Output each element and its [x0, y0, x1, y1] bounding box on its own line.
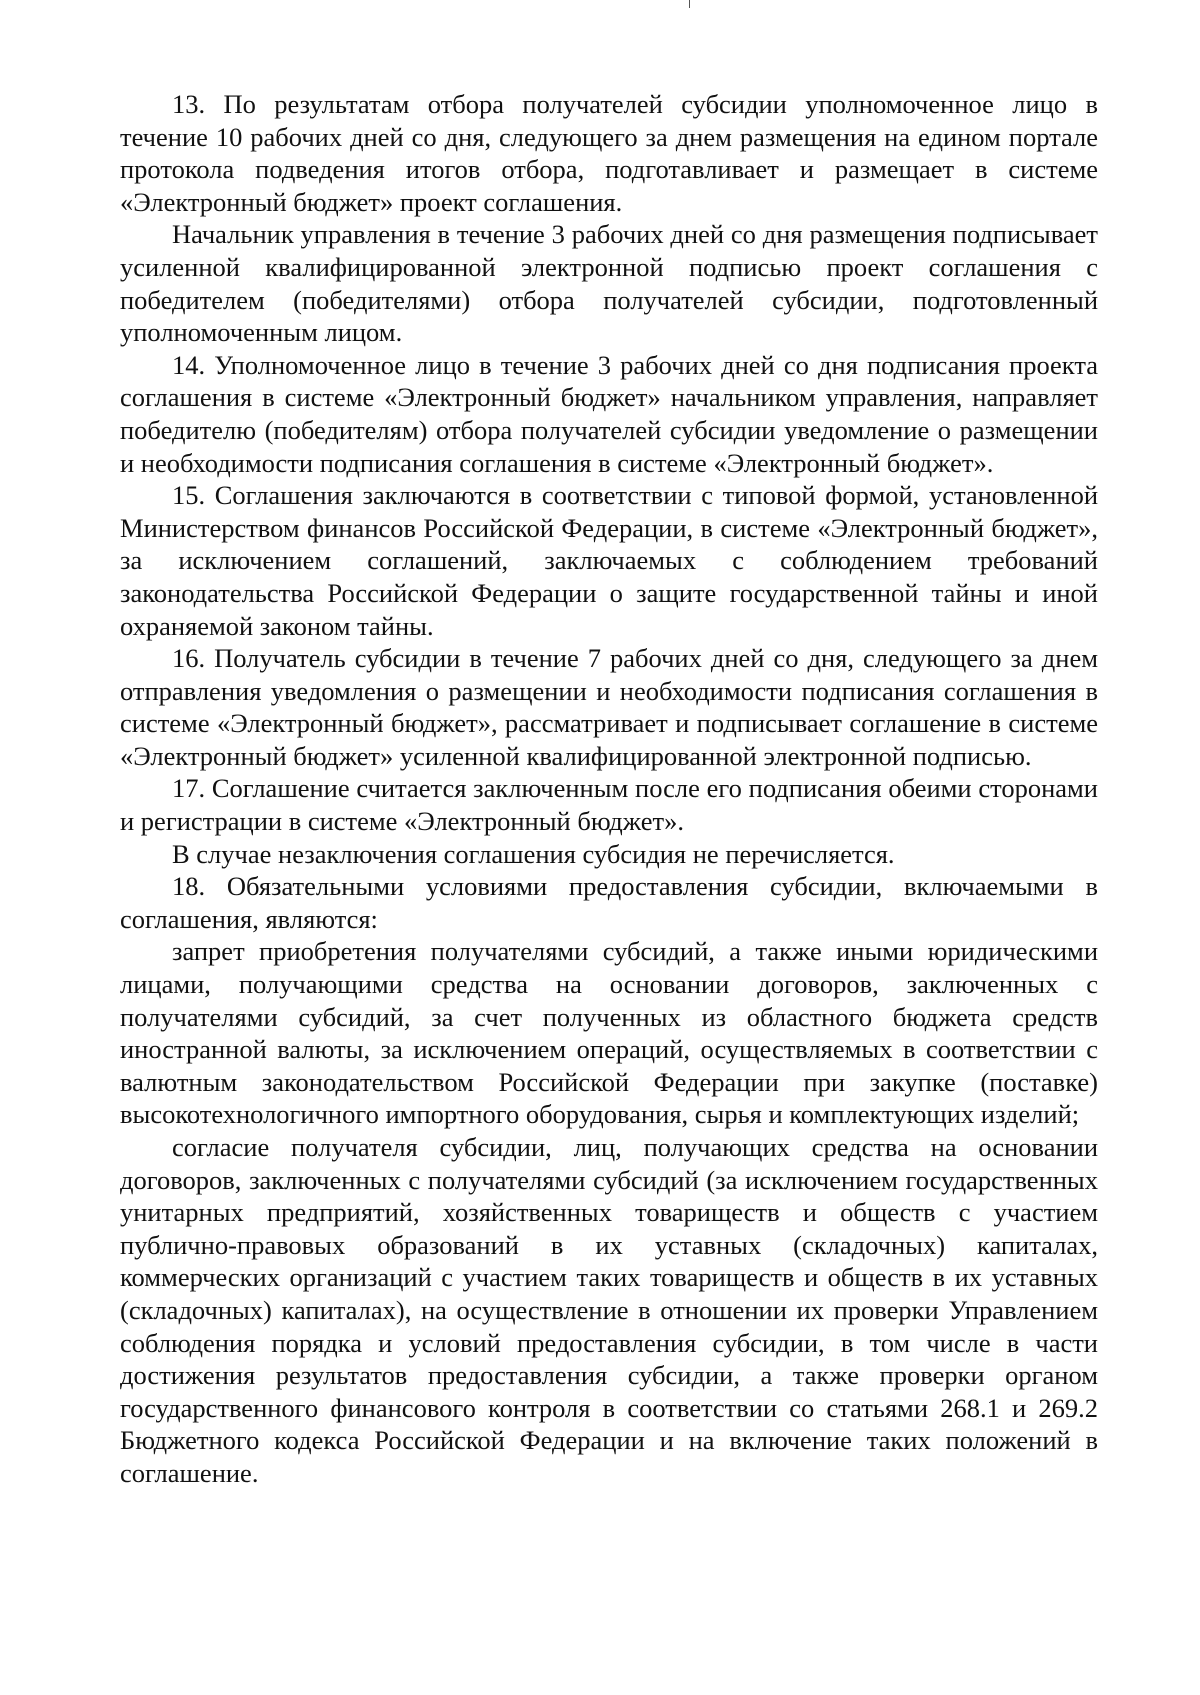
document-page: [120, 88, 1098, 1490]
paragraph-18-condition-currency: запрет приобретения получателями субсидий, а также иными юридическими лицами, получающими средства на основании договоров, заключенных с получателями субсидий, за счет полученных из областного бюджета средств иностранной валюты, за исключением операций, осуществляемых в соответствии с валютным законодательством Российской Федерации при закупке (поставке) высокотехнологичного импортного оборудования, сырья и комплектующих изделий;: [120, 936, 1098, 1130]
paragraph-13-signing: Начальник управления в течение 3 рабочих дней со дня размещения подписывает усиленной квалифицированной электронной подписью проект соглашения с победителем (победителями) отбора получателей субсидии, подготовленный уполномоченным лицом.: [120, 219, 1098, 348]
paragraph-14: 14. Уполномоченное лицо в течение 3 рабочих дней со дня подписания проекта соглашения в системе «Электронный бюджет» начальником управления, направляет победителю (победителям) отбора получателей субсидии уведомление о размещении и необходимости подписания соглашения в системе «Электронный бюджет».: [120, 349, 1098, 478]
paragraph-15: 15. Соглашения заключаются в соответствии с типовой формой, установленной Министерством финансов Российской Федерации, в системе «Электронный бюджет», за исключением соглашений, заключаемых с соблюдением требований законодательства Российской Федерации о защите государственной тайны и иной охраняемой законом тайны.: [120, 480, 1098, 641]
paragraph-16: 16. Получатель субсидии в течение 7 рабочих дней со дня, следующего за днем отправления уведомления о размещении и необходимости подписания соглашения в системе «Электронный бюджет», рассматривает и подписывает соглашение в системе «Электронный бюджет» усиленной квалифицированной электронной подписью.: [120, 643, 1098, 771]
paragraph-18: 18. Обязательными условиями предоставления субсидии, включаемыми в соглашения, являются:: [120, 871, 1098, 934]
paragraph-18-condition-consent: согласие получателя субсидии, лиц, получающих средства на основании договоров, заключенных с получателями субсидий (за исключением государственных унитарных предприятий, хозяйственных товариществ и обществ с участием публично-правовых образований в их уставных (складочных) капиталах, коммерческих организаций с участием таких товариществ и обществ в их уставных (складочных) капиталах), на осуществление в отношении их проверки Управлением соблюдения порядка и условий предоставления субсидии, в том числе в части достижения результатов предоставления субсидии, а также проверки органом государственного финансового контроля в соответствии со статьями 268.1 и 269.2 Бюджетного кодекса Российской Федерации и на включение таких положений в соглашение.: [120, 1132, 1098, 1488]
paragraph-17-non-conclusion: В случае незаключения соглашения субсидия не перечисляется.: [172, 838, 895, 869]
paragraph-17: 17. Соглашение считается заключенным после его подписания обеими сторонами и регистрации в системе «Электронный бюджет».: [120, 773, 1098, 837]
scan-mark: [689, 0, 690, 8]
paragraph-13: 13. По результатам отбора получателей субсидии уполномоченное лицо в течение 10 рабочих дней со дня, следующего за днем размещения на едином портале протокола подведения итогов отбора, подготавливает и размещает в системе «Электронный бюджет» проект соглашения.: [120, 89, 1098, 217]
